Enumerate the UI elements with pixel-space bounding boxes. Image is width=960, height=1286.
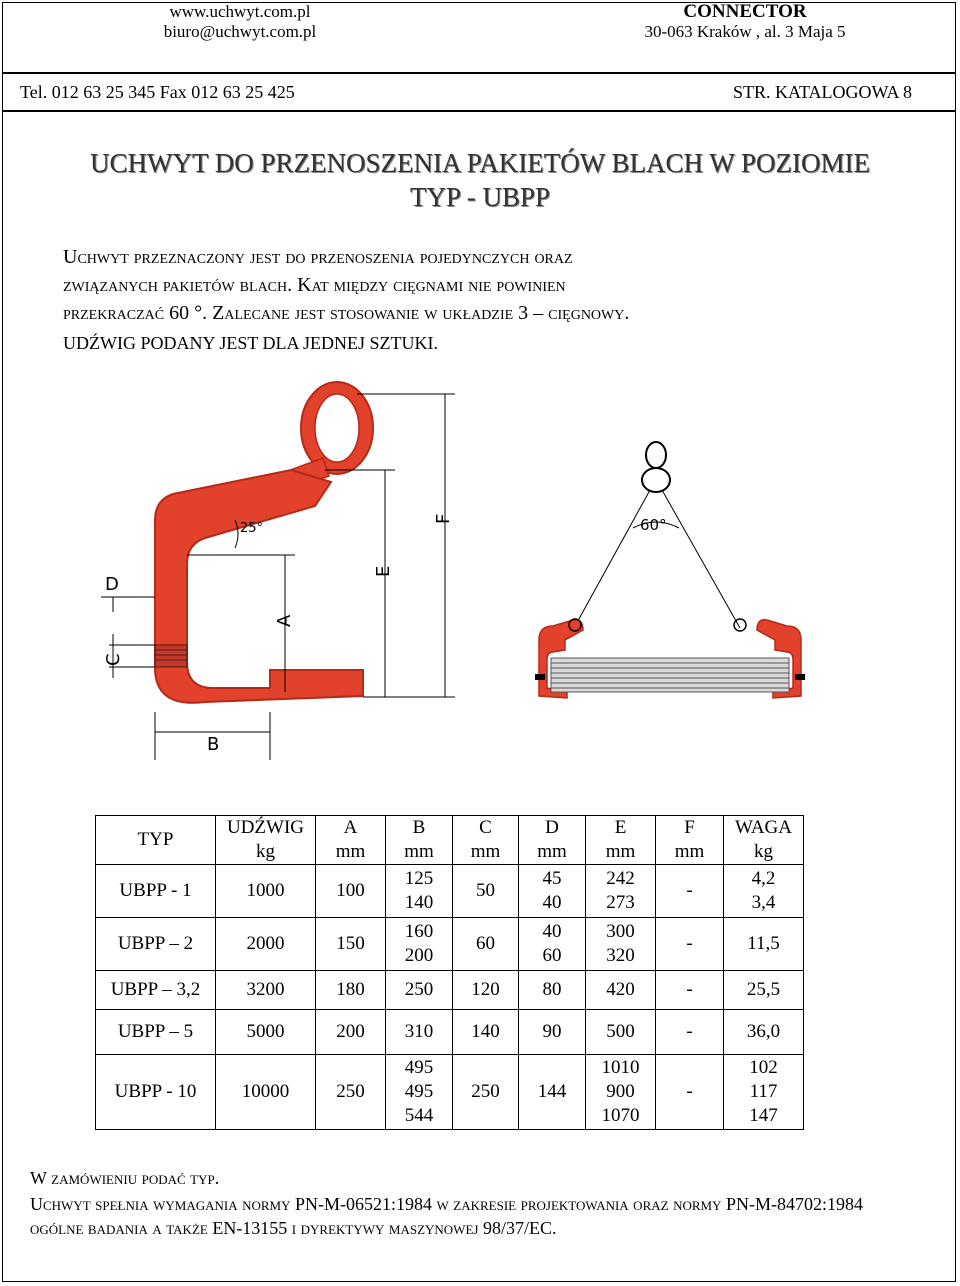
table-cell: 200 — [316, 1010, 386, 1055]
header-typ: TYP — [96, 816, 216, 865]
page-title: UCHWYT DO PRZENOSZENIA PAKIETÓW BLACH W POZIOMIE — [89, 148, 870, 178]
table-cell: 3200 — [216, 971, 316, 1010]
table-cell: 160 200 — [386, 918, 453, 971]
table-cell: - — [656, 865, 724, 918]
header-contact — [0, 2, 480, 42]
header-company — [480, 2, 960, 42]
table-cell: 100 — [316, 865, 386, 918]
header-a: A mm — [316, 816, 386, 865]
table-cell: 250 — [386, 971, 453, 1010]
table-cell: 60 — [453, 918, 519, 971]
description-line-2: związanych pakietów blach. Kat między cięgnami nie powinien — [63, 274, 566, 296]
table-cell: 420 — [586, 971, 656, 1010]
table-cell: 310 — [386, 1010, 453, 1055]
table-cell: 1000 — [216, 865, 316, 918]
table-cell: 125 140 — [386, 865, 453, 918]
table-cell: - — [656, 1010, 724, 1055]
table-cell: 36,0 — [724, 1010, 804, 1055]
header-d: D mm — [519, 816, 586, 865]
table-cell: 150 — [316, 918, 386, 971]
table-cell: 11,5 — [724, 918, 804, 971]
table-cell: 180 — [316, 971, 386, 1010]
subheader-divider — [2, 110, 956, 112]
table-cell: 242 273 — [586, 865, 656, 918]
table-cell: UBPP - 1 — [96, 865, 216, 918]
table-cell: 495 495 544 — [386, 1055, 453, 1130]
table-cell: 250 — [453, 1055, 519, 1130]
table-cell: 4,2 3,4 — [724, 865, 804, 918]
table-header-row — [96, 816, 804, 865]
table-cell: UBPP - 10 — [96, 1055, 216, 1130]
catalog-page: STR. KATALOGOWA 8 — [732, 82, 912, 102]
table-row — [96, 865, 804, 918]
table-cell: - — [656, 1055, 724, 1130]
header-f: F mm — [656, 816, 724, 865]
header-b: B mm — [386, 816, 453, 865]
dim-a-label: A — [274, 614, 295, 627]
header-waga: WAGA kg — [724, 816, 804, 865]
sling-angle-label: 60° — [640, 516, 667, 534]
table-cell: 50 — [453, 865, 519, 918]
table-cell: 250 — [316, 1055, 386, 1130]
table-cell: UBPP – 3,2 — [96, 971, 216, 1010]
order-note: W zamówieniu podać typ. — [30, 1168, 220, 1188]
clamp-side-drawing — [95, 372, 480, 767]
table-cell: - — [656, 971, 724, 1010]
table-cell: 140 — [453, 1010, 519, 1055]
website-link[interactable]: www.uchwyt.com.pl — [169, 2, 311, 21]
table-cell: 500 — [586, 1010, 656, 1055]
table-cell: 102 117 147 — [724, 1055, 804, 1130]
dim-c-label: C — [103, 653, 124, 666]
table-row — [96, 918, 804, 971]
table-cell: 1010 900 1070 — [586, 1055, 656, 1130]
description-line-3: przekraczać 60 °. Zalecane jest stosowanie w układzie 3 – cięgnowy. — [63, 302, 630, 324]
table-cell: - — [656, 918, 724, 971]
header-c: C mm — [453, 816, 519, 865]
dim-b-label: B — [207, 734, 220, 755]
specification-table — [95, 815, 804, 1130]
company-name: CONNECTOR — [683, 1, 807, 22]
company-address: 30-063 Kraków , al. 3 Maja 5 — [644, 22, 846, 41]
table-cell: 300 320 — [586, 918, 656, 971]
description-line-4: UDŹWIG PODANY JEST DLA JEDNEJ SZTUKI. — [63, 333, 438, 353]
table-cell: 90 — [519, 1010, 586, 1055]
table-cell: 120 — [453, 971, 519, 1010]
table-cell: 2000 — [216, 918, 316, 971]
dim-f-label: F — [433, 513, 454, 524]
dim-d-label: D — [105, 574, 119, 595]
table-cell: 10000 — [216, 1055, 316, 1130]
table-cell: 25,5 — [724, 971, 804, 1010]
header-e: E mm — [586, 816, 656, 865]
email-link[interactable]: biuro@uchwyt.com.pl — [163, 22, 317, 41]
table-cell: UBPP – 2 — [96, 918, 216, 971]
header-divider — [2, 72, 956, 74]
angle-25-label: 25° — [240, 521, 264, 536]
table-cell: 80 — [519, 971, 586, 1010]
page-subtitle: TYP - UBPP — [409, 182, 551, 212]
header-udzwig: UDŹWIG kg — [216, 816, 316, 865]
sling-arrangement-drawing — [525, 440, 815, 700]
table-cell: 5000 — [216, 1010, 316, 1055]
norms-note: Uchwyt spełnia wymagania normy PN-M-06521:1984 w zakresie projektowania oraz normy PN-M-84702:1984 ogólne badania a także EN-13155 i dyrektywy maszynowej 98/37/EC. — [30, 1194, 863, 1238]
dim-e-label: E — [373, 565, 394, 577]
phone-fax: Tel. 012 63 25 345 Fax 012 63 25 425 — [20, 82, 295, 102]
table-cell: UBPP – 5 — [96, 1010, 216, 1055]
table-cell: 144 — [519, 1055, 586, 1130]
description-line-1: Uchwyt przeznaczony jest do przenoszenia pojedynczych oraz — [63, 246, 573, 268]
table-cell: 40 60 — [519, 918, 586, 971]
table-row — [96, 1010, 804, 1055]
table-row — [96, 971, 804, 1010]
table-row — [96, 1055, 804, 1130]
table-cell: 45 40 — [519, 865, 586, 918]
